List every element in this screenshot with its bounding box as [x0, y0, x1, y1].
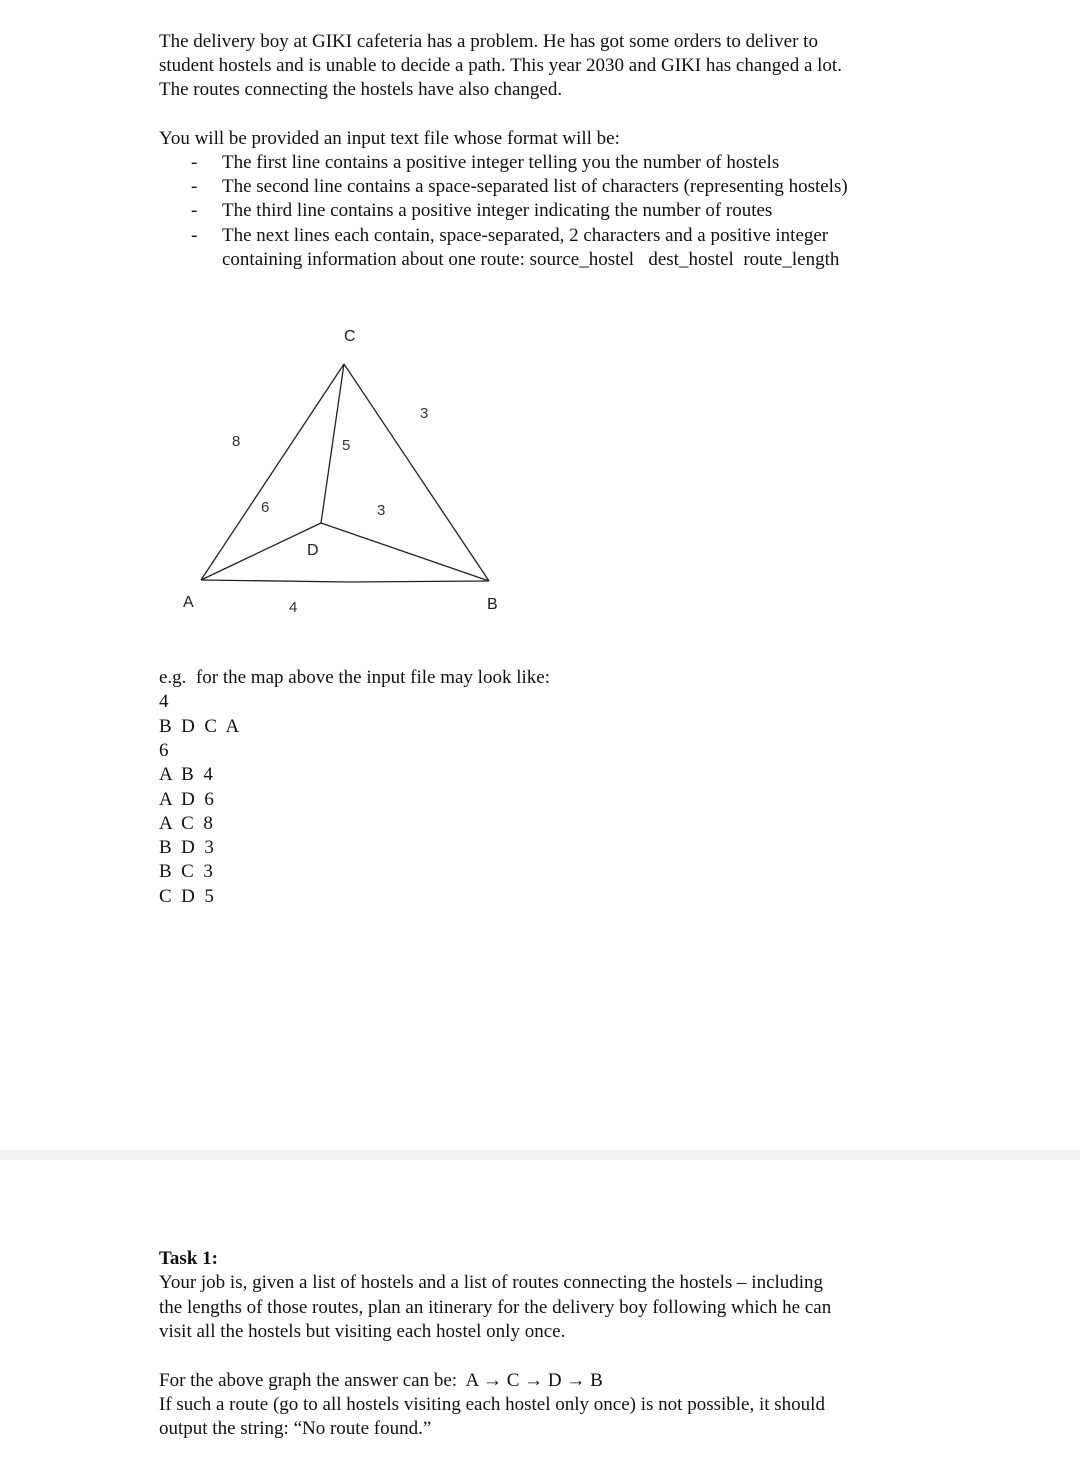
weight-c-d: 5 — [342, 437, 351, 454]
format-lead: You will be provided an input text file whose format will be: — [159, 128, 620, 149]
intro-line-1: The delivery boy at GIKI cafeteria has a problem. He has got some orders to deliver to — [159, 31, 818, 52]
node-label-c: C — [344, 328, 356, 345]
task-line-2: the lengths of those routes, plan an itinerary for the delivery boy following which he can — [159, 1297, 832, 1318]
weight-a-b: 4 — [289, 599, 298, 616]
example-line-9: C D 5 — [159, 886, 214, 907]
edge-a-d — [201, 523, 321, 580]
example-lead: e.g. for the map above the input file may look like: — [159, 667, 550, 688]
task-answer-line: For the above graph the answer can be: A → C → D → B — [159, 1370, 603, 1391]
example-line-8: B C 3 — [159, 861, 213, 882]
example-line-2: B D C A — [159, 716, 240, 737]
node-label-d: D — [307, 542, 319, 559]
format-bullet-4-continuation: containing information about one route: source_hostel dest_hostel route_length — [222, 249, 840, 270]
task-fallback-line-1: If such a route (go to all hostels visiting each hostel only once) is not possible, it should — [159, 1394, 825, 1415]
bullet-dash: - — [191, 200, 198, 221]
edge-c-b — [344, 364, 489, 581]
task-line-1: Your job is, given a list of hostels and a list of routes connecting the hostels – including — [159, 1272, 824, 1293]
hostel-graph-diagram — [0, 300, 600, 630]
intro-line-3: The routes connecting the hostels have also changed. — [159, 79, 563, 100]
intro-line-2: student hostels and is unable to decide a path. This year 2030 and GIKI has changed a lot. — [159, 55, 842, 76]
task-title: Task 1: — [159, 1248, 218, 1269]
bullet-dash: - — [191, 225, 198, 246]
bullet-dash: - — [191, 152, 198, 173]
weight-c-b: 3 — [420, 405, 429, 422]
weight-a-d: 6 — [261, 499, 270, 516]
format-bullet-1: The first line contains a positive integer telling you the number of hostels — [222, 152, 780, 173]
edge-a-b — [201, 580, 489, 582]
example-line-4: A B 4 — [159, 764, 213, 785]
weight-d-b: 3 — [377, 502, 386, 519]
edge-a-c — [201, 364, 344, 580]
node-label-b: B — [487, 596, 498, 613]
edge-c-d — [321, 364, 344, 523]
format-bullet-4: The next lines each contain, space-separated, 2 characters and a positive integer — [222, 225, 829, 246]
task-line-3: visit all the hostels but visiting each hostel only once. — [159, 1321, 566, 1342]
example-line-7: B D 3 — [159, 837, 214, 858]
task-fallback-line-2: output the string: “No route found.” — [159, 1418, 432, 1439]
node-label-a: A — [183, 594, 194, 611]
format-bullet-2: The second line contains a space-separated list of characters (representing hostels) — [222, 176, 848, 197]
edge-d-b — [321, 523, 489, 581]
page-break-gap — [0, 1150, 1080, 1160]
example-line-1: 4 — [159, 691, 169, 712]
example-line-3: 6 — [159, 740, 169, 761]
format-bullet-3: The third line contains a positive integer indicating the number of routes — [222, 200, 773, 221]
example-line-5: A D 6 — [159, 789, 214, 810]
weight-a-c: 8 — [232, 433, 241, 450]
example-line-6: A C 8 — [159, 813, 213, 834]
bullet-dash: - — [191, 176, 198, 197]
